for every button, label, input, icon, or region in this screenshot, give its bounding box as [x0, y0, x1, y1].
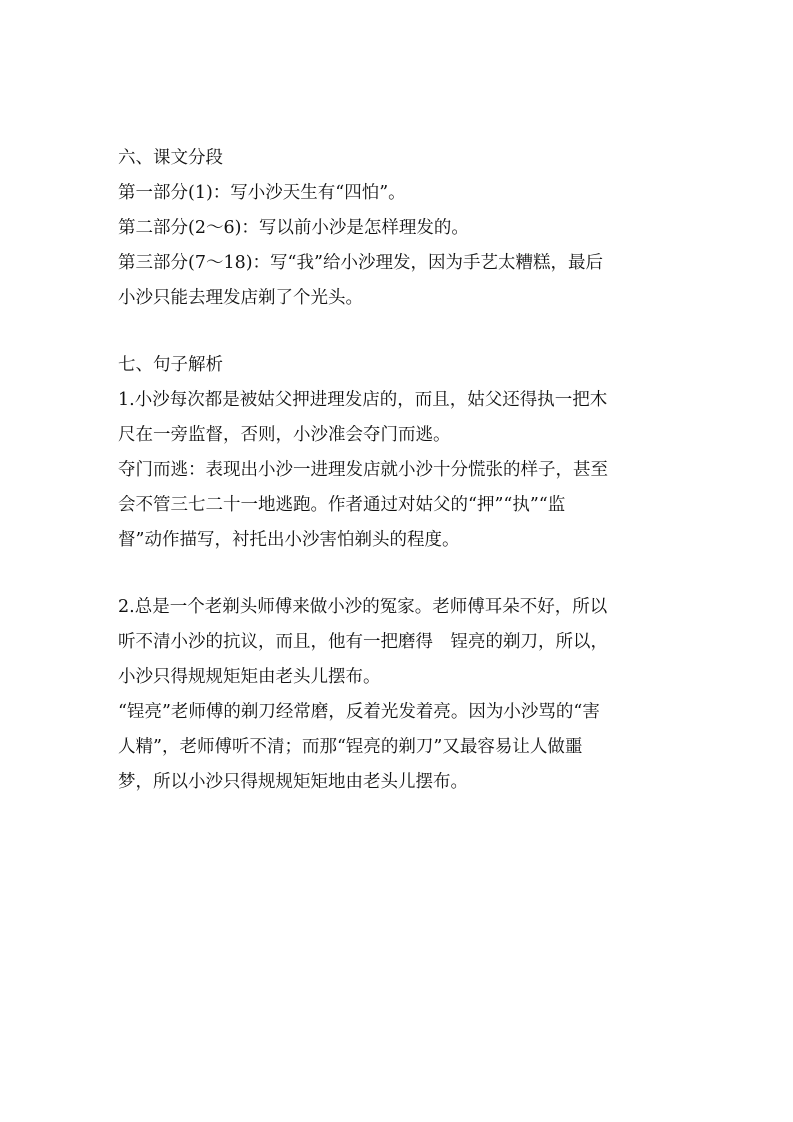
sentence-2-line-3: 小沙只得规规矩矩由老头儿摆布。 [118, 667, 381, 687]
part-3-summary-line-1: 第三部分(7～18)：写“我”给小沙理发，因为手艺太糟糕，最后 [118, 253, 603, 273]
section-6-heading: 六、课文分段 [118, 148, 223, 168]
sentence-1-line-2: 尺在一旁监督，否则，小沙准会夺门而逃。 [118, 425, 451, 445]
analysis-2-line-3: 梦，所以小沙只得规规矩矩地由老头儿摆布。 [118, 772, 468, 792]
document-page [118, 146, 678, 794]
part-1-summary: 第一部分(1)：写小沙天生有“四怕”。 [118, 183, 406, 203]
analysis-2-line-1: “锃亮”老师傅的剃刀经常磨，反着光发着亮。因为小沙骂的“害 [118, 702, 600, 722]
sentence-2-line-1: 2.总是一个老剃头师傅来做小沙的冤家。老师傅耳朵不好，所以 [118, 597, 608, 617]
part-3-summary-line-2: 小沙只能去理发店剃了个光头。 [118, 288, 363, 308]
sentence-1-line-1: 1.小沙每次都是被姑父押进理发店的，而且，姑父还得执一把木 [118, 390, 608, 410]
analysis-1-line-2: 会不管三七二十一地逃跑。作者通过对姑父的“押”“执”“监 [118, 495, 566, 515]
analysis-1-line-1: 夺门而逃：表现出小沙一进理发店就小沙十分慌张的样子，甚至 [118, 460, 608, 480]
analysis-1-line-3: 督”动作描写，衬托出小沙害怕剃头的程度。 [118, 530, 460, 550]
section-7-heading: 七、句子解析 [118, 355, 223, 375]
analysis-2-line-2: 人精”，老师傅听不清；而那“锃亮的剃刀”又最容易让人做噩 [118, 737, 583, 757]
sentence-2-line-2: 听不清小沙的抗议，而且，他有一把磨得 锃亮的剃刀，所以， [118, 632, 608, 652]
part-2-summary: 第二部分(2～6)：写以前小沙是怎样理发的。 [118, 218, 469, 238]
